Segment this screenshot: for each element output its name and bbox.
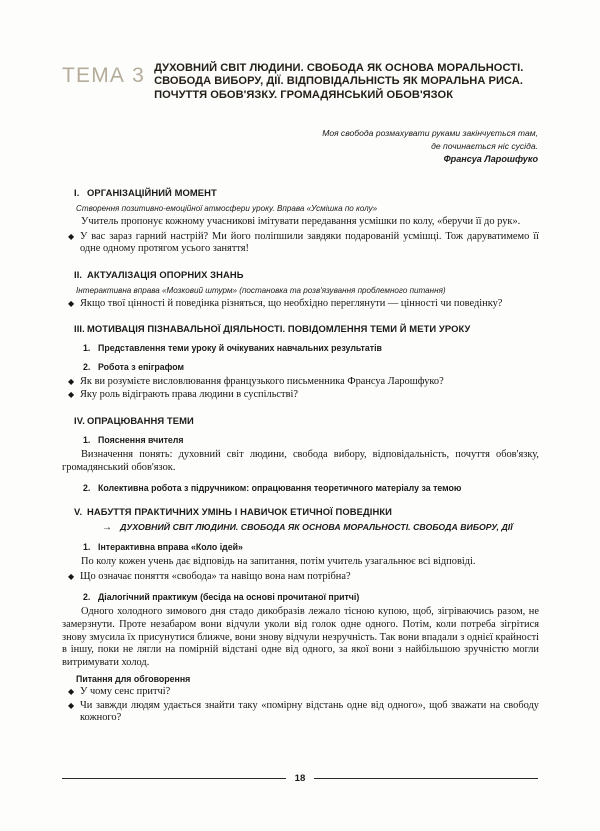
subsection-title: Інтерактивна вправа «Коло ідей» [98,542,243,553]
subsection-heading-3-1 [62,343,539,353]
subsection-title: Колективна робота з підручником: опрацювання теоретичного матеріалу за темою [98,483,462,494]
bullet-icon: ◆ [68,390,75,400]
subsection-number: 1. [83,343,91,354]
page-number: 18 [294,773,306,784]
lesson-content [62,174,539,727]
epigraph-author: Франсуа Ларошфуко [443,154,538,165]
section-number-4: IV. [74,415,85,427]
list-item-text: Чи завжди людям удається знайти таку «помірну відстань одне від одного», щоб зважати на свободу кожного? [80,699,539,724]
bullet-icon: ◆ [68,298,75,308]
subsection-heading-4-1 [62,435,539,445]
subsection-number: 1. [83,435,91,446]
subsection-title: Робота з епіграфом [98,362,184,373]
section-heading-2 [62,269,539,280]
section-title-1: ОРГАНІЗАЦІЙНИЙ МОМЕНТ [87,187,217,198]
section-5-1-bullet-list [62,571,539,584]
list-item [62,231,539,256]
topic-arrow-text: ДУХОВНИЙ СВІТ ЛЮДИНИ. СВОБОДА ЯК ОСНОВА МОРАЛЬНОСТІ. СВОБОДА ВИБОРУ, ДІЇ [120,522,513,533]
list-item [62,376,539,389]
section-5-1-paragraph: По колу кожен учень дає відповідь на запитання, потім учитель узагальнює всі відповіді. [81,556,476,568]
list-item-text: У чому сенс притчі? [80,686,171,698]
section-title-4: ОПРАЦЮВАННЯ ТЕМИ [87,415,194,427]
subsection-title: Діалогічний практикум (бесіда на основі прочитаної притчі) [98,592,360,603]
section-title-2: АКТУАЛІЗАЦІЯ ОПОРНИХ ЗНАНЬ [87,268,244,280]
section-heading-1 [62,187,539,198]
list-item-text: Що означає поняття «свобода» та навіщо вона нам потрібна? [80,570,351,582]
bullet-icon: ◆ [68,687,75,697]
subsection-heading-4-2 [62,483,539,493]
section-3-bullet-list [62,376,539,402]
section-2-bullet-list [62,298,539,311]
list-item [62,298,539,311]
subsection-number: 1. [83,542,91,553]
section-number-3: III. [74,323,85,335]
arrow-right-icon: → [102,522,113,534]
subsection-title: Представлення теми уроку й очікуваних навчальних результатів [98,343,382,354]
section-title-3: МОТИВАЦІЯ ПІЗНАВАЛЬНОЇ ДІЯЛЬНОСТІ. ПОВІДОМЛЕННЯ ТЕМИ Й МЕТИ УРОКУ [87,323,471,335]
list-item-text: Якщо твої цінності й поведінка різняться, що необхідно переглянути — цінності чи поведінку? [80,297,503,309]
subsection-heading-5-1 [62,542,539,552]
topic-arrow-line [102,522,539,533]
discussion-questions-list [62,686,539,724]
section-heading-3 [62,323,539,334]
discussion-questions-label: Питання для обговорення [76,674,191,685]
section-4-paragraph: Визначення понять: духовний світ людини, свобода вибору, відповідальність, почуття обов'язку, громадянський обов'язок. [62,449,539,473]
section-number-1: I. [74,187,80,198]
list-item-text: У вас зараз гарний настрій? Ми його поліпшили завдяки подарованій усмішці. Тож даруватимемо її одне одному протягом усього заняття! [80,230,539,255]
bullet-icon: ◆ [68,571,75,581]
section-heading-4 [62,415,539,426]
bullet-icon: ◆ [68,231,75,241]
list-item [62,571,539,584]
bullet-icon: ◆ [68,700,75,710]
section-title-5: НАБУТТЯ ПРАКТИЧНИХ УМІНЬ І НАВИЧОК ЕТИЧНОЇ ПОВЕДІНКИ [87,506,393,518]
epigraph [238,127,538,166]
lesson-title-block [62,62,542,102]
section-1-bullet-list [62,231,539,256]
bullet-icon: ◆ [68,377,75,387]
page-footer [62,773,538,784]
page-title-line-2: СВОБОДА ВИБОРУ, ДІЇ. ВІДПОВІДАЛЬНІСТЬ ЯК МОРАЛЬНА РИСА. [154,75,524,88]
section-number-2: II. [74,268,83,280]
section-number-5: V. [74,506,83,518]
footer-rule-right [314,778,538,779]
subsection-number: 2. [83,483,91,494]
subsection-heading-3-2 [62,362,539,372]
page-title [154,62,523,102]
epigraph-line-2: де починається ніс сусіда. [431,140,538,151]
section-1-paragraph: Учитель пропонує кожному учасникові імітувати передавання усмішки по колу, «беручи її до рук». [81,216,521,227]
subsection-heading-5-2 [62,592,539,602]
list-item [62,700,539,725]
page-title-line-3: ПОЧУТТЯ ОБОВ'ЯЗКУ. ГРОМАДЯНСЬКИЙ ОБОВ'ЯЗОК [154,88,454,101]
subsection-number: 2. [83,592,91,603]
section-1-note: Створення позитивно-емоційної атмосфери уроку. Вправа «Усмішка по колу» [76,204,378,213]
list-item-text: Яку роль відіграють права людини в суспільстві? [80,389,298,401]
subsection-title: Пояснення вчителя [98,435,184,446]
list-item [62,686,539,699]
page-title-line-1: ДУХОВНИЙ СВІТ ЛЮДИНИ. СВОБОДА ЯК ОСНОВА МОРАЛЬНОСТІ. [154,62,524,74]
footer-rule-left [62,778,286,779]
parable-paragraph: Одного холодного зимового дня стадо дикобразів лежало тісною купою, щоб, зігріваючись разом, не замерзнути. Проте незабаром вони відчули уколи від голок одне одного. Потім, коли потреба зігрітися знову змусила їх присунутися ближче, вони знову відчули незручність. Так вони впадали з однієї крайності в іншу, поки не лягли на помірній відстані одне від одного, за якої вони з найбільшою зручністю могли витримувати холод. [62,606,539,668]
list-item-text: Як ви розумієте висловлювання французького письменника Франсуа Ларошфуко? [80,376,444,388]
theme-number-label: ТЕМА 3 [62,64,146,87]
list-item [62,389,539,402]
subsection-number: 2. [83,362,91,373]
epigraph-line-1: Моя свобода розмахувати руками закінчується там, [322,128,538,138]
section-2-note: Інтерактивна вправа «Мозковий штурм» (постановка та розв'язування проблемного питання) [76,285,446,295]
section-heading-5 [62,506,539,517]
